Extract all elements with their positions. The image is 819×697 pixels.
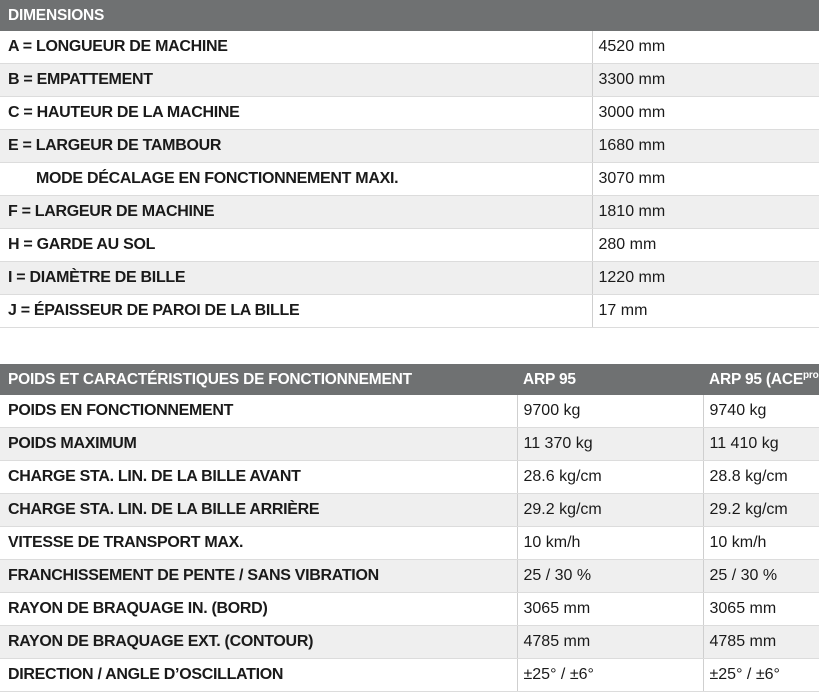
column-header-arp95-ace-text: ARP 95 (ACE	[709, 370, 803, 388]
row-value: 1680 mm	[592, 130, 819, 163]
row-label: I = DIAMÈTRE DE BILLE	[0, 262, 592, 295]
row-label: CHARGE STA. LIN. DE LA BILLE AVANT	[0, 461, 517, 494]
table-row	[0, 97, 819, 130]
table-row	[0, 428, 819, 461]
row-value: 4520 mm	[592, 31, 819, 64]
row-label: RAYON DE BRAQUAGE IN. (BORD)	[0, 593, 517, 626]
row-value-arp95: ±25° / ±6°	[517, 659, 703, 692]
dimensions-header-row	[0, 0, 819, 31]
row-label: F = LARGEUR DE MACHINE	[0, 196, 592, 229]
row-value-arp95-ace: 11 410 kg	[703, 428, 819, 461]
column-header-arp95: ARP 95	[517, 364, 703, 395]
row-label: FRANCHISSEMENT DE PENTE / SANS VIBRATION	[0, 560, 517, 593]
row-label: H = GARDE AU SOL	[0, 229, 592, 262]
dimensions-header: DIMENSIONS	[0, 0, 819, 31]
row-label: A = LONGUEUR DE MACHINE	[0, 31, 592, 64]
dimensions-table	[0, 0, 819, 328]
table-row	[0, 395, 819, 428]
row-value: 3070 mm	[592, 163, 819, 196]
row-value-arp95-ace: 9740 kg	[703, 395, 819, 428]
table-row	[0, 560, 819, 593]
row-label: E = LARGEUR DE TAMBOUR	[0, 130, 592, 163]
column-header-arp95-ace	[703, 364, 819, 395]
row-value-arp95: 10 km/h	[517, 527, 703, 560]
table-row	[0, 262, 819, 295]
table-row	[0, 130, 819, 163]
table-row	[0, 31, 819, 64]
row-value: 3300 mm	[592, 64, 819, 97]
table-row	[0, 593, 819, 626]
row-value-arp95-ace: 25 / 30 %	[703, 560, 819, 593]
row-label: C = HAUTEUR DE LA MACHINE	[0, 97, 592, 130]
row-value-arp95: 11 370 kg	[517, 428, 703, 461]
row-label: VITESSE DE TRANSPORT MAX.	[0, 527, 517, 560]
row-label: MODE DÉCALAGE EN FONCTIONNEMENT MAXI.	[0, 163, 592, 196]
row-value-arp95: 9700 kg	[517, 395, 703, 428]
row-value-arp95-ace: 3065 mm	[703, 593, 819, 626]
table-row	[0, 196, 819, 229]
row-label: POIDS EN FONCTIONNEMENT	[0, 395, 517, 428]
row-value-arp95-ace: 29.2 kg/cm	[703, 494, 819, 527]
table-row	[0, 64, 819, 97]
table-row	[0, 229, 819, 262]
row-value-arp95: 4785 mm	[517, 626, 703, 659]
row-value: 3000 mm	[592, 97, 819, 130]
row-value-arp95: 28.6 kg/cm	[517, 461, 703, 494]
column-header-superscript: pro	[803, 369, 819, 381]
performance-header: POIDS ET CARACTÉRISTIQUES DE FONCTIONNEMENT	[0, 364, 517, 395]
row-value-arp95-ace: 28.8 kg/cm	[703, 461, 819, 494]
table-row	[0, 461, 819, 494]
row-value: 1810 mm	[592, 196, 819, 229]
row-value: 1220 mm	[592, 262, 819, 295]
row-value-arp95-ace: 4785 mm	[703, 626, 819, 659]
row-label: RAYON DE BRAQUAGE EXT. (CONTOUR)	[0, 626, 517, 659]
row-label: POIDS MAXIMUM	[0, 428, 517, 461]
row-value-arp95: 3065 mm	[517, 593, 703, 626]
table-row	[0, 626, 819, 659]
performance-header-row	[0, 364, 819, 395]
row-value-arp95: 25 / 30 %	[517, 560, 703, 593]
row-value: 17 mm	[592, 295, 819, 328]
row-value-arp95-ace: 10 km/h	[703, 527, 819, 560]
row-label: J = ÉPAISSEUR DE PAROI DE LA BILLE	[0, 295, 592, 328]
table-row	[0, 659, 819, 692]
table-row	[0, 527, 819, 560]
row-label: DIRECTION / ANGLE D’OSCILLATION	[0, 659, 517, 692]
table-row	[0, 494, 819, 527]
row-label: CHARGE STA. LIN. DE LA BILLE ARRIÈRE	[0, 494, 517, 527]
performance-table	[0, 364, 819, 692]
table-row	[0, 295, 819, 328]
table-row	[0, 163, 819, 196]
row-value-arp95: 29.2 kg/cm	[517, 494, 703, 527]
row-label: B = EMPATTEMENT	[0, 64, 592, 97]
row-value: 280 mm	[592, 229, 819, 262]
row-value-arp95-ace: ±25° / ±6°	[703, 659, 819, 692]
